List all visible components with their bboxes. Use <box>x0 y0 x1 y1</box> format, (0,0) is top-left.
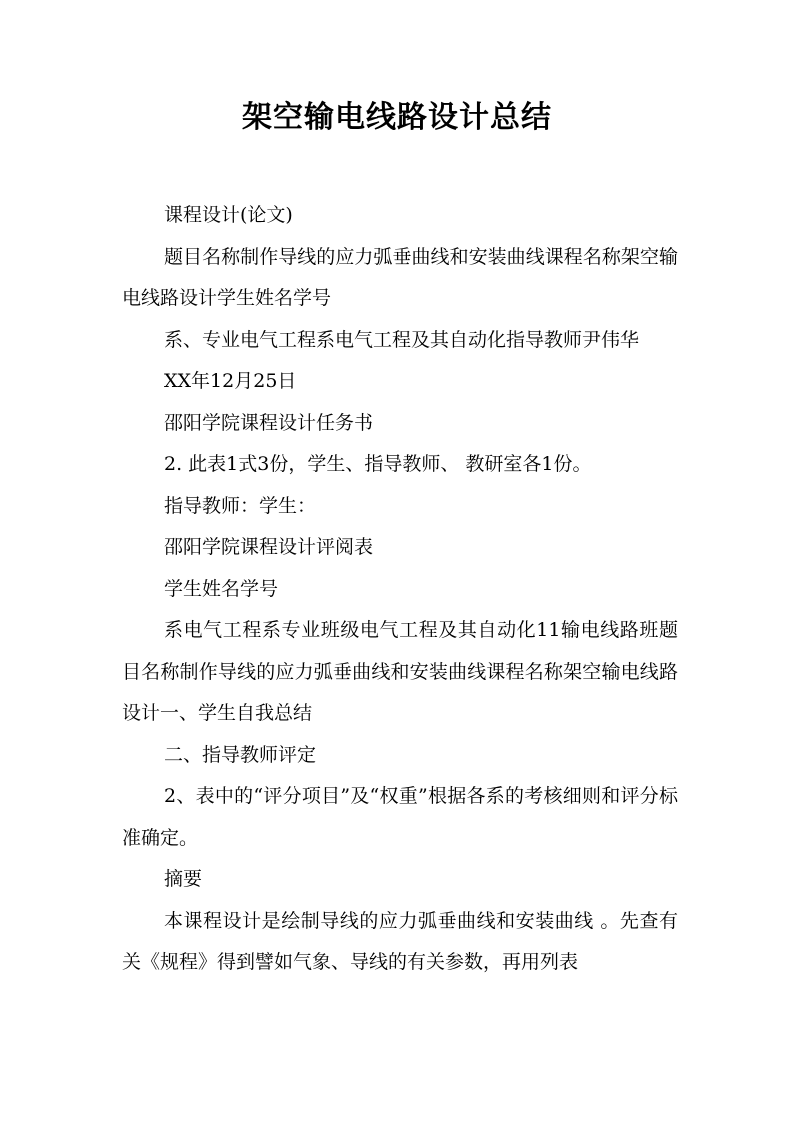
document-body <box>122 195 678 984</box>
paragraph-date: XX年12月25日 <box>164 370 297 392</box>
paragraph-topic-name: 题目名称制作导线的应力弧垂曲线和安装曲线课程名称架空输电线路设计学生姓名学号 <box>122 245 678 309</box>
paragraph-class-topic: 系电气工程系专业班级电气工程及其自动化11输电线路班题目名称制作导线的应力弧垂曲线和安装曲线课程名称架空输电线路设计一、学生自我总结 <box>122 619 678 724</box>
paragraph-scoring-note: 2、表中的“评分项目”及“权重”根据各系的考核细则和评分标准确定。 <box>122 785 678 849</box>
paragraph-abstract-heading: 摘要 <box>164 868 203 890</box>
paragraph-signatures: 指导教师：学生： <box>164 494 317 517</box>
paragraph-student-name: 学生姓名学号 <box>164 577 279 600</box>
paragraph-department-advisor: 系、专业电气工程系电气工程及其自动化指导教师尹伟华 <box>164 328 640 351</box>
paragraph-course-design: 课程设计(论文) <box>164 204 293 226</box>
paragraph-copies-note: 2. 此表1式3份，学生、指导教师、 教研室各1份。 <box>164 453 592 475</box>
paragraph-advisor-evaluation: 二、指导教师评定 <box>164 743 317 766</box>
paragraph-review-form: 邵阳学院课程设计评阅表 <box>164 536 374 558</box>
paragraph-abstract-text: 本课程设计是绘制导线的应力弧垂曲线和安装曲线 。先查有关《规程》得到譬如气象、导线的有关参数，再用列表 <box>122 909 678 973</box>
paragraph-task-book: 邵阳学院课程设计任务书 <box>164 411 374 434</box>
document-title: 架空输电线路设计总结 <box>242 100 552 135</box>
